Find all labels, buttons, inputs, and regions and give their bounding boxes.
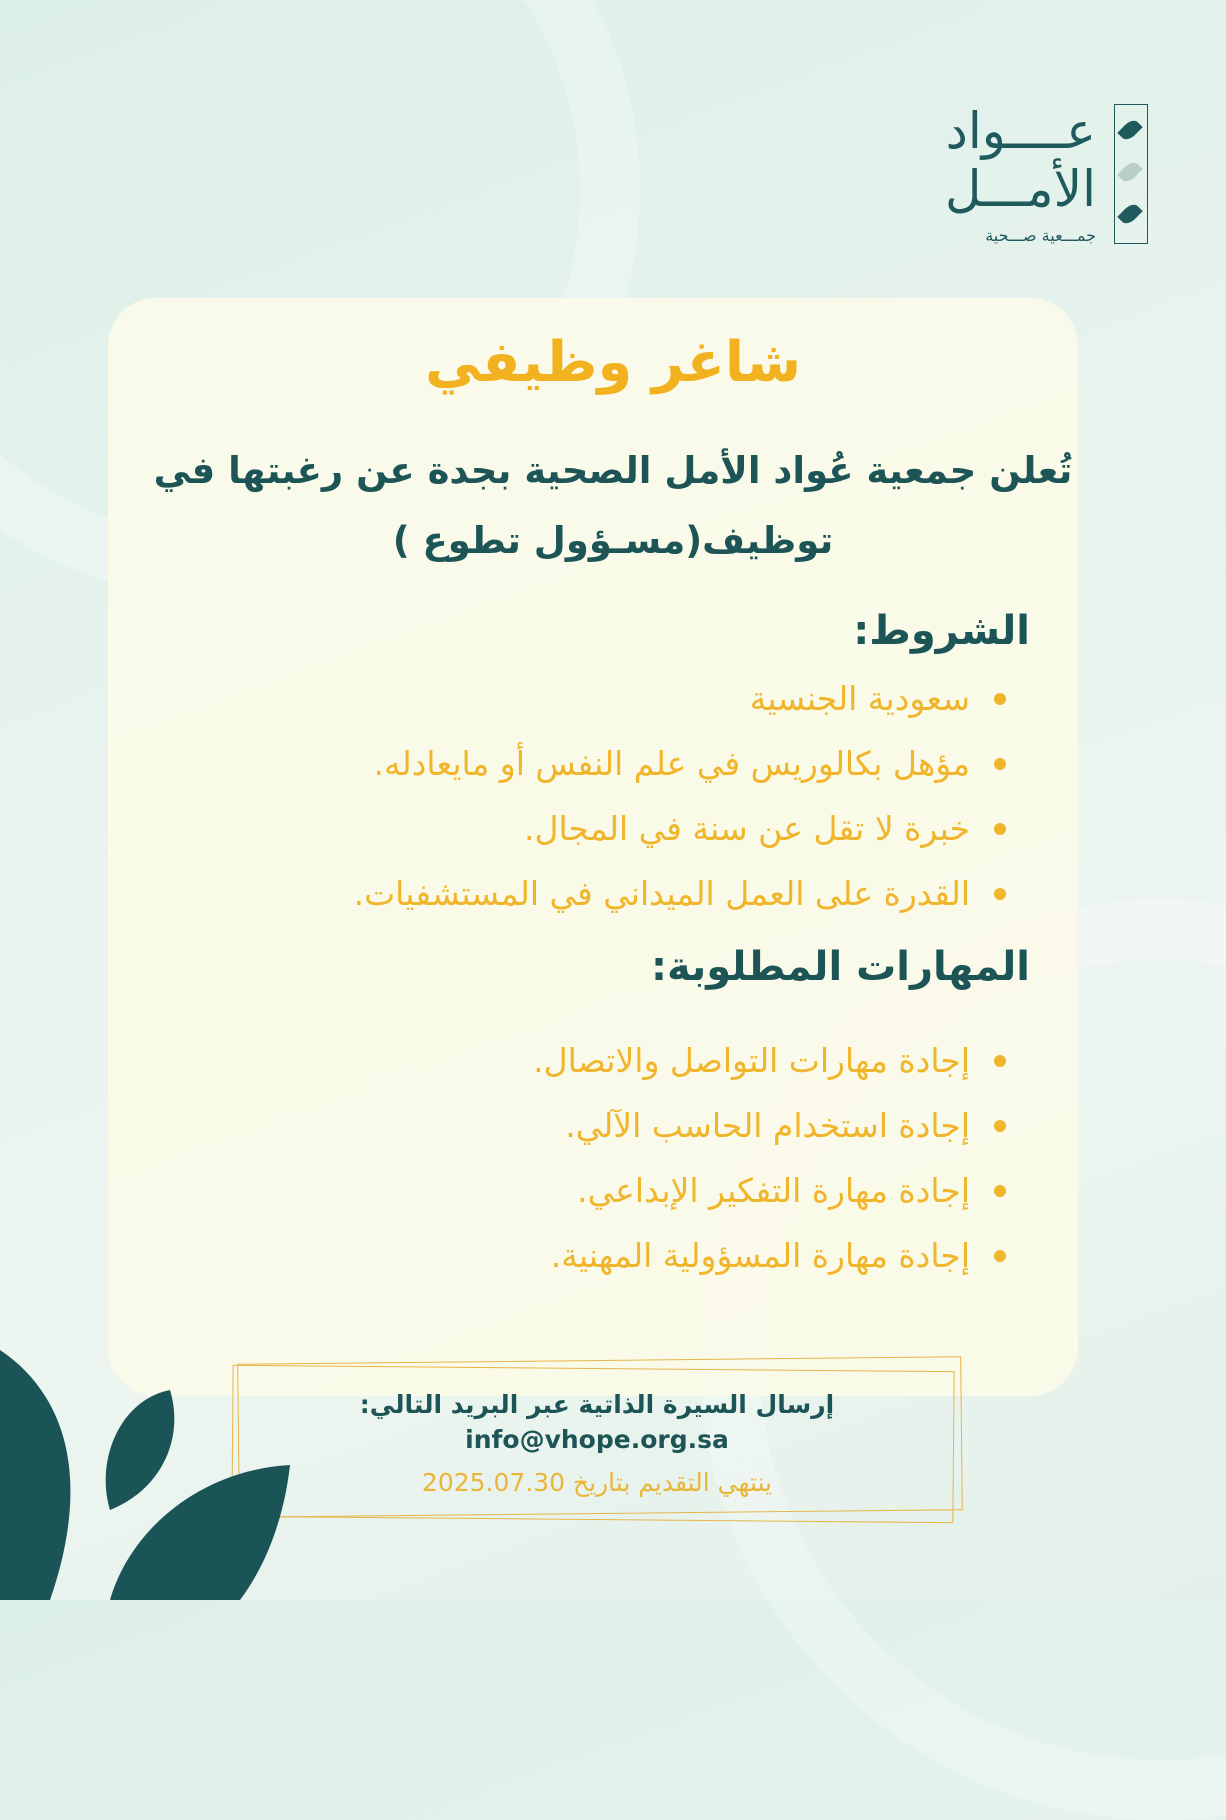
list-item: إجادة مهارة المسؤولية المهنية. xyxy=(533,1223,970,1288)
leaf-icon xyxy=(1117,117,1142,142)
list-item: إجادة استخدام الحاسب الآلي. xyxy=(533,1093,970,1158)
apply-instruction: إرسال السيرة الذاتية عبر البريد التالي: xyxy=(359,1390,835,1419)
contact-text xyxy=(232,1390,962,1497)
announcement-text: تُعلن جمعية عُواد الأمل الصحية بجدة عن رغبتها في توظيف(مسـؤول تطوع ) xyxy=(153,449,1073,562)
list-item: إجادة مهارة التفكير الإبداعي. xyxy=(533,1158,970,1223)
logo-text-line1: عــــواد xyxy=(945,102,1096,160)
email-link[interactable]: info@vhope.org.sa xyxy=(465,1425,729,1454)
skills-list xyxy=(533,1028,970,1288)
skills-heading: المهارات المطلوبة: xyxy=(650,944,1030,990)
logo-subtitle: جمـــعية صـــحية xyxy=(985,226,1096,245)
logo xyxy=(918,100,1148,250)
leaf-icon xyxy=(1117,159,1142,184)
page-title: شاغر وظيفي xyxy=(424,330,802,395)
deadline-text: ينتهي التقديم بتاريخ 2025.07.30 xyxy=(421,1468,773,1497)
leaf-icon xyxy=(0,1350,70,1600)
list-item: خبرة لا تقل عن سنة في المجال. xyxy=(354,796,970,861)
list-item: سعودية الجنسية xyxy=(354,666,970,731)
decorative-leaves xyxy=(0,1320,290,1600)
list-item: القدرة على العمل الميداني في المستشفيات. xyxy=(354,861,970,926)
leaf-icon xyxy=(1117,201,1142,226)
logo-text-line2: الأمـــل xyxy=(944,160,1096,218)
logo-leaf-frame xyxy=(1114,104,1148,244)
leaf-icon xyxy=(106,1390,175,1510)
contact-box xyxy=(232,1360,962,1520)
requirements-list xyxy=(354,666,970,926)
list-item: إجادة مهارات التواصل والاتصال. xyxy=(533,1028,970,1093)
requirements-heading: الشروط: xyxy=(853,608,1030,654)
list-item: مؤهل بكالوريس في علم النفس أو مايعادله. xyxy=(354,731,970,796)
